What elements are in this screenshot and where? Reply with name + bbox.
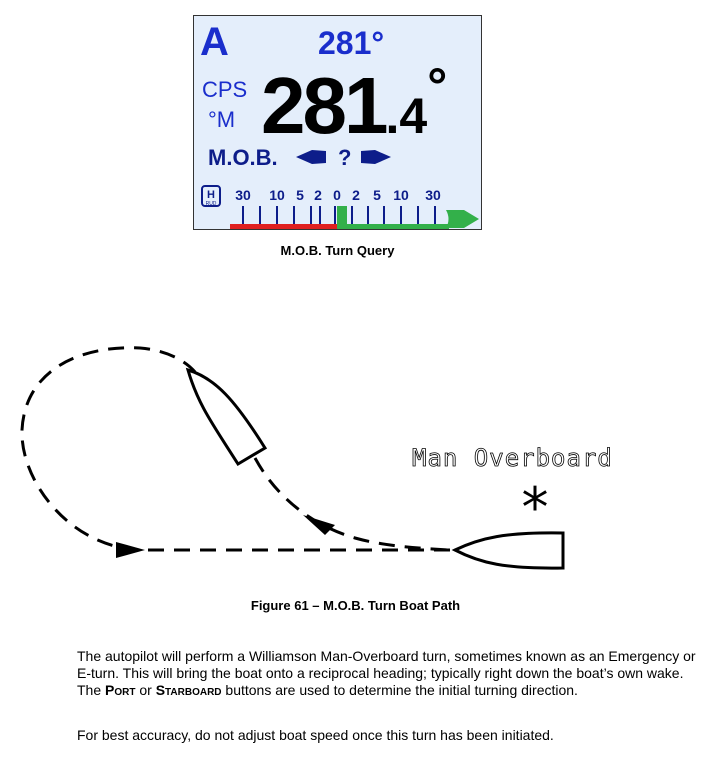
body-paragraph: For best accuracy, do not adjust boat speed once this turn has been initiated.	[77, 727, 554, 743]
scale-tick-label: 2	[314, 187, 322, 203]
heading-integer: 281	[261, 61, 386, 150]
scale-tick-label: 0	[333, 187, 341, 203]
scale-tick-label: 2	[352, 187, 360, 203]
starboard-button-label: Starboard	[155, 682, 222, 698]
scale-tick-label: 30	[425, 187, 441, 203]
heading-degree: °	[427, 58, 448, 114]
starboard-arrow-icon	[361, 150, 391, 164]
man-overboard-marker-icon: *	[521, 476, 549, 539]
svg-text:H: H	[207, 189, 215, 201]
scale-tick-label: 5	[373, 187, 381, 203]
scale-tick-label: 10	[393, 187, 409, 203]
rudder-hold-icon	[202, 186, 220, 207]
body-paragraph	[77, 648, 702, 699]
turning-boat-icon	[188, 370, 265, 464]
body-text: buttons are used to determine the initial turning direction.	[221, 682, 578, 698]
path-direction-arrow-icon	[303, 515, 335, 535]
mode-indicator: A	[200, 20, 229, 64]
rudder-direction-arrow-icon	[446, 210, 479, 228]
svg-text:RUD: RUD	[205, 201, 217, 207]
man-overboard-label: Man Overboard	[412, 444, 613, 472]
path-direction-arrow-icon	[116, 542, 145, 558]
rudder-position-block	[337, 206, 347, 224]
body-text: or	[135, 682, 156, 698]
starboard-bar	[337, 224, 449, 230]
mob-label: M.O.B.	[208, 145, 278, 170]
figure-caption: Figure 61 – M.O.B. Turn Boat Path	[250, 598, 461, 613]
port-button-label: Port	[105, 682, 136, 698]
port-arrow-icon	[296, 150, 326, 164]
set-heading: 281°	[318, 25, 385, 61]
body-text: The autopilot will perform a Williamson Man-Overboard turn, sometimes known as an Emergency or E-turn. This will bring the boat onto a reciprocal heading; typically right down the boat’s own wake. The	[77, 648, 696, 698]
scale-tick-label: 5	[296, 187, 304, 203]
autopilot-display	[193, 15, 482, 230]
scale-tick-label: 30	[235, 187, 251, 203]
compass-type-label: CPS	[202, 77, 248, 102]
heading-decimal: .4	[385, 88, 428, 144]
turn-query-mark: ?	[338, 145, 352, 170]
port-bar	[230, 224, 337, 230]
magnetic-unit-label: °M	[208, 107, 236, 132]
scale-tick-label: 10	[269, 187, 285, 203]
mob-turn-diagram	[0, 300, 711, 590]
display-caption: M.O.B. Turn Query	[280, 243, 395, 258]
